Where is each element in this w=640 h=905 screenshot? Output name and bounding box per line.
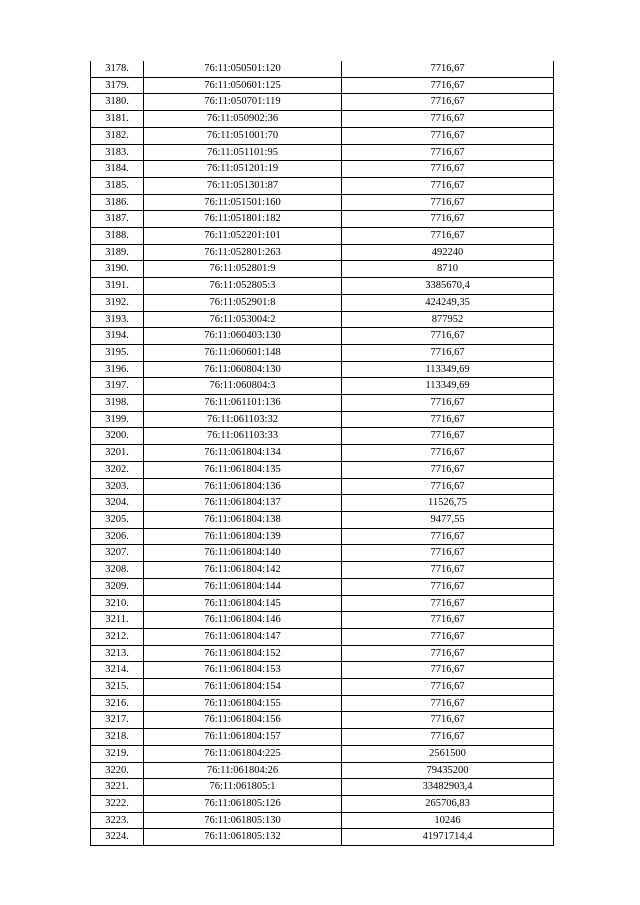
cadastral-number-cell: 76:11:061103:33 — [144, 428, 342, 445]
row-number-cell: 3196. — [91, 361, 144, 378]
cadastral-number-cell: 76:11:050501:120 — [144, 61, 342, 77]
table-body — [91, 61, 554, 846]
table-row — [91, 428, 554, 445]
value-cell: 7716,67 — [342, 578, 554, 595]
row-number-cell: 3187. — [91, 211, 144, 228]
table-row — [91, 812, 554, 829]
row-number-cell: 3203. — [91, 478, 144, 495]
value-cell: 7716,67 — [342, 478, 554, 495]
value-cell: 7716,67 — [342, 461, 554, 478]
value-cell: 3385670,4 — [342, 278, 554, 295]
row-number-cell: 3205. — [91, 511, 144, 528]
value-cell: 7716,67 — [342, 695, 554, 712]
value-cell: 7716,67 — [342, 679, 554, 696]
table-row — [91, 94, 554, 111]
value-cell: 7716,67 — [342, 528, 554, 545]
row-number-cell: 3183. — [91, 144, 144, 161]
cadastral-number-cell: 76:11:051201:19 — [144, 161, 342, 178]
table-row — [91, 278, 554, 295]
table-row — [91, 144, 554, 161]
row-number-cell: 3191. — [91, 278, 144, 295]
row-number-cell: 3186. — [91, 194, 144, 211]
cadastral-number-cell: 76:11:061804:155 — [144, 695, 342, 712]
row-number-cell: 3200. — [91, 428, 144, 445]
cadastral-number-cell: 76:11:061804:142 — [144, 562, 342, 579]
value-cell: 10246 — [342, 812, 554, 829]
cadastral-number-cell: 76:11:053004:2 — [144, 311, 342, 328]
value-cell: 11526,75 — [342, 495, 554, 512]
cadastral-number-cell: 76:11:050601:125 — [144, 77, 342, 94]
cadastral-number-cell: 76:11:061804:134 — [144, 445, 342, 462]
cadastral-number-cell: 76:11:061804:26 — [144, 762, 342, 779]
table-row — [91, 328, 554, 345]
row-number-cell: 3197. — [91, 378, 144, 395]
row-number-cell: 3184. — [91, 161, 144, 178]
table-row — [91, 395, 554, 412]
row-number-cell: 3222. — [91, 795, 144, 812]
value-cell: 7716,67 — [342, 211, 554, 228]
value-cell: 7716,67 — [342, 395, 554, 412]
table-row — [91, 829, 554, 846]
row-number-cell: 3185. — [91, 177, 144, 194]
row-number-cell: 3180. — [91, 94, 144, 111]
cadastral-number-cell: 76:11:051301:87 — [144, 177, 342, 194]
row-number-cell: 3216. — [91, 695, 144, 712]
cadastral-number-cell: 76:11:061804:154 — [144, 679, 342, 696]
table-row — [91, 578, 554, 595]
row-number-cell: 3178. — [91, 61, 144, 77]
value-cell: 7716,67 — [342, 61, 554, 77]
table-row — [91, 411, 554, 428]
row-number-cell: 3209. — [91, 578, 144, 595]
cadastral-number-cell: 76:11:061804:157 — [144, 729, 342, 746]
cadastral-number-cell: 76:11:050701:119 — [144, 94, 342, 111]
cadastral-number-cell: 76:11:052805:3 — [144, 278, 342, 295]
value-cell: 7716,67 — [342, 94, 554, 111]
value-cell: 9477,55 — [342, 511, 554, 528]
row-number-cell: 3215. — [91, 679, 144, 696]
cadastral-number-cell: 76:11:060804:3 — [144, 378, 342, 395]
cadastral-number-cell: 76:11:051801:182 — [144, 211, 342, 228]
table-row — [91, 361, 554, 378]
row-number-cell: 3213. — [91, 645, 144, 662]
row-number-cell: 3212. — [91, 628, 144, 645]
value-cell: 7716,67 — [342, 194, 554, 211]
row-number-cell: 3207. — [91, 545, 144, 562]
value-cell: 113349,69 — [342, 378, 554, 395]
table-row — [91, 662, 554, 679]
table-row — [91, 378, 554, 395]
table-row — [91, 194, 554, 211]
value-cell: 2561500 — [342, 745, 554, 762]
table-row — [91, 261, 554, 278]
cadastral-number-cell: 76:11:050902:36 — [144, 111, 342, 128]
cadastral-number-cell: 76:11:052901:8 — [144, 294, 342, 311]
cadastral-number-cell: 76:11:061804:140 — [144, 545, 342, 562]
cadastral-number-cell: 76:11:060804:130 — [144, 361, 342, 378]
table-row — [91, 77, 554, 94]
table-row — [91, 729, 554, 746]
value-cell: 113349,69 — [342, 361, 554, 378]
cadastral-number-cell: 76:11:060601:148 — [144, 344, 342, 361]
row-number-cell: 3195. — [91, 344, 144, 361]
cadastral-number-cell: 76:11:052201:101 — [144, 228, 342, 245]
value-cell: 7716,67 — [342, 662, 554, 679]
cadastral-number-cell: 76:11:061804:145 — [144, 595, 342, 612]
row-number-cell: 3218. — [91, 729, 144, 746]
row-number-cell: 3179. — [91, 77, 144, 94]
table-row — [91, 228, 554, 245]
row-number-cell: 3192. — [91, 294, 144, 311]
cadastral-number-cell: 76:11:052801:263 — [144, 244, 342, 261]
table-row — [91, 511, 554, 528]
table-row — [91, 461, 554, 478]
value-cell: 7716,67 — [342, 612, 554, 629]
row-number-cell: 3202. — [91, 461, 144, 478]
table-row — [91, 779, 554, 796]
table-row — [91, 679, 554, 696]
value-cell: 33482903,4 — [342, 779, 554, 796]
value-cell: 7716,67 — [342, 645, 554, 662]
row-number-cell: 3201. — [91, 445, 144, 462]
value-cell: 8710 — [342, 261, 554, 278]
value-cell: 7716,67 — [342, 144, 554, 161]
cadastral-number-cell: 76:11:061805:132 — [144, 829, 342, 846]
row-number-cell: 3190. — [91, 261, 144, 278]
table-row — [91, 344, 554, 361]
cadastral-number-cell: 76:11:061804:147 — [144, 628, 342, 645]
cadastral-number-cell: 76:11:061804:138 — [144, 511, 342, 528]
value-cell: 7716,67 — [342, 545, 554, 562]
row-number-cell: 3194. — [91, 328, 144, 345]
table-row — [91, 545, 554, 562]
row-number-cell: 3189. — [91, 244, 144, 261]
row-number-cell: 3214. — [91, 662, 144, 679]
table-row — [91, 177, 554, 194]
table-row — [91, 61, 554, 77]
value-cell: 7716,67 — [342, 595, 554, 612]
table-row — [91, 612, 554, 629]
value-cell: 7716,67 — [342, 411, 554, 428]
table-row — [91, 595, 554, 612]
cadastral-number-cell: 76:11:061804:137 — [144, 495, 342, 512]
row-number-cell: 3210. — [91, 595, 144, 612]
cadastral-number-cell: 76:11:061103:32 — [144, 411, 342, 428]
cadastral-number-cell: 76:11:061805:126 — [144, 795, 342, 812]
row-number-cell: 3199. — [91, 411, 144, 428]
value-cell: 7716,67 — [342, 111, 554, 128]
table-row — [91, 628, 554, 645]
cadastral-number-cell: 76:11:061804:152 — [144, 645, 342, 662]
value-cell: 7716,67 — [342, 729, 554, 746]
value-cell: 7716,67 — [342, 344, 554, 361]
row-number-cell: 3204. — [91, 495, 144, 512]
cadastral-value-table — [90, 61, 554, 846]
table-row — [91, 478, 554, 495]
cadastral-number-cell: 76:11:060403:130 — [144, 328, 342, 345]
table-row — [91, 161, 554, 178]
cadastral-number-cell: 76:11:051501:160 — [144, 194, 342, 211]
value-cell: 7716,67 — [342, 161, 554, 178]
cadastral-number-cell: 76:11:061804:144 — [144, 578, 342, 595]
row-number-cell: 3182. — [91, 127, 144, 144]
table-row — [91, 528, 554, 545]
value-cell: 492240 — [342, 244, 554, 261]
table-row — [91, 244, 554, 261]
value-cell: 7716,67 — [342, 328, 554, 345]
table-row — [91, 795, 554, 812]
value-cell: 424249,35 — [342, 294, 554, 311]
row-number-cell: 3224. — [91, 829, 144, 846]
table-row — [91, 745, 554, 762]
cadastral-number-cell: 76:11:061805:1 — [144, 779, 342, 796]
row-number-cell: 3188. — [91, 228, 144, 245]
table-row — [91, 762, 554, 779]
row-number-cell: 3223. — [91, 812, 144, 829]
cadastral-number-cell: 76:11:051001:70 — [144, 127, 342, 144]
cadastral-number-cell: 76:11:052801:9 — [144, 261, 342, 278]
value-cell: 265706,83 — [342, 795, 554, 812]
value-cell: 7716,67 — [342, 77, 554, 94]
cadastral-number-cell: 76:11:051101:95 — [144, 144, 342, 161]
row-number-cell: 3219. — [91, 745, 144, 762]
table-row — [91, 495, 554, 512]
value-cell: 7716,67 — [342, 712, 554, 729]
row-number-cell: 3220. — [91, 762, 144, 779]
cadastral-number-cell: 76:11:061804:225 — [144, 745, 342, 762]
table-row — [91, 645, 554, 662]
value-cell: 7716,67 — [342, 562, 554, 579]
table-row — [91, 127, 554, 144]
row-number-cell: 3217. — [91, 712, 144, 729]
table-row — [91, 445, 554, 462]
row-number-cell: 3181. — [91, 111, 144, 128]
row-number-cell: 3221. — [91, 779, 144, 796]
table-row — [91, 712, 554, 729]
cadastral-number-cell: 76:11:061804:135 — [144, 461, 342, 478]
cadastral-number-cell: 76:11:061101:136 — [144, 395, 342, 412]
value-cell: 7716,67 — [342, 628, 554, 645]
value-cell: 7716,67 — [342, 445, 554, 462]
row-number-cell: 3198. — [91, 395, 144, 412]
cadastral-number-cell: 76:11:061805:130 — [144, 812, 342, 829]
table-row — [91, 311, 554, 328]
value-cell: 7716,67 — [342, 428, 554, 445]
value-cell: 79435200 — [342, 762, 554, 779]
table-row — [91, 695, 554, 712]
row-number-cell: 3208. — [91, 562, 144, 579]
table-row — [91, 211, 554, 228]
cadastral-number-cell: 76:11:061804:146 — [144, 612, 342, 629]
value-cell: 7716,67 — [342, 228, 554, 245]
table-row — [91, 111, 554, 128]
value-cell: 7716,67 — [342, 177, 554, 194]
cadastral-number-cell: 76:11:061804:153 — [144, 662, 342, 679]
table-row — [91, 294, 554, 311]
row-number-cell: 3206. — [91, 528, 144, 545]
cadastral-number-cell: 76:11:061804:139 — [144, 528, 342, 545]
row-number-cell: 3211. — [91, 612, 144, 629]
table-row — [91, 562, 554, 579]
value-cell: 877952 — [342, 311, 554, 328]
value-cell: 7716,67 — [342, 127, 554, 144]
value-cell: 41971714,4 — [342, 829, 554, 846]
row-number-cell: 3193. — [91, 311, 144, 328]
cadastral-number-cell: 76:11:061804:136 — [144, 478, 342, 495]
cadastral-number-cell: 76:11:061804:156 — [144, 712, 342, 729]
